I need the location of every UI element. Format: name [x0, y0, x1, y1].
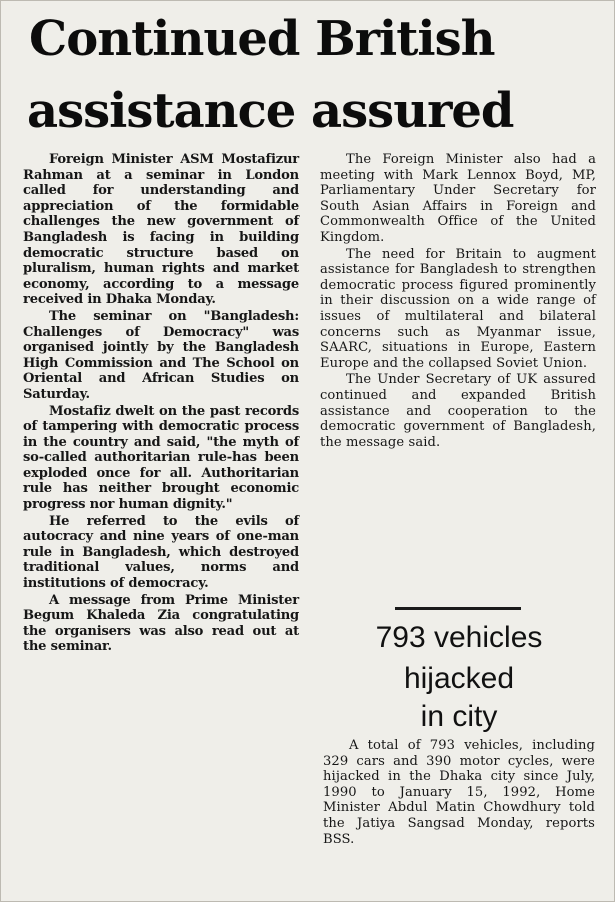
- article-paragraph: A message from Prime Minister Begum Khaleda Zia congratulating the organisers was also read out at the seminar.: [23, 592, 299, 655]
- article-paragraph: Foreign Minister ASM Mostafizur Rahman at a seminar in London called for understanding and appreciation of the formidable challenges the new government of Bangladesh is facing in building democratic structure based on pluralism, human rights and market economy, according to a message received in Dhaka Monday.: [23, 152, 299, 308]
- brief-headline-line-1: 793 vehicles: [375, 621, 543, 654]
- brief-headline-line-2: hijacked: [403, 662, 515, 695]
- article-paragraph: The Under Secretary of UK assured continued and expanded British assistance and cooperation to the democratic government of Bangladesh, the message said.: [320, 372, 596, 450]
- article-headline-line-1: Continued British: [29, 11, 495, 67]
- article-paragraph: Mostafiz dwelt on the past records of tampering with democratic process in the country and said, "the myth of so-called authoritarian rule-has been exploded once for all. Authoritarian rule has neither brought economic progress nor human dignity.": [23, 403, 299, 513]
- article-column-right: [320, 152, 596, 451]
- brief-column: [323, 738, 595, 848]
- brief-paragraph: A total of 793 vehicles, including 329 cars and 390 motor cycles, were hijacked in the Dhaka city since July, 1990 to January 15, 1992, Home Minister Abdul Matin Chowdhury told the Jatiya Sangsad Monday, reports BSS.: [323, 738, 595, 847]
- brief-headline-line-3: in city: [420, 700, 498, 733]
- section-divider: [395, 607, 521, 610]
- article-paragraph: He referred to the evils of autocracy and nine years of one-man rule in Bangladesh, which destroyed traditional values, norms and institutions of democracy.: [23, 513, 299, 592]
- article-headline-line-2: assistance assured: [27, 83, 514, 139]
- article-paragraph: The seminar on "Bangladesh: Challenges of Democracy" was organised jointly by the Bangladesh High Commission and The School on Oriental and African Studies on Saturday.: [23, 308, 299, 402]
- article-paragraph: The Foreign Minister also had a meeting with Mark Lennox Boyd, MP, Parliamentary Under Secretary for South Asian Affairs in Foreign and Commonwealth Office of the United Kingdom.: [320, 152, 596, 245]
- article-paragraph: The need for Britain to augment assistance for Bangladesh to strengthen democratic process figured prominently in their discussion on a wide range of issues of multilateral and bilateral concerns such as Myanmar issue, SAARC, situations in Europe, Eastern Europe and the collapsed Soviet Union.: [320, 246, 596, 371]
- article-column-left: [23, 152, 299, 656]
